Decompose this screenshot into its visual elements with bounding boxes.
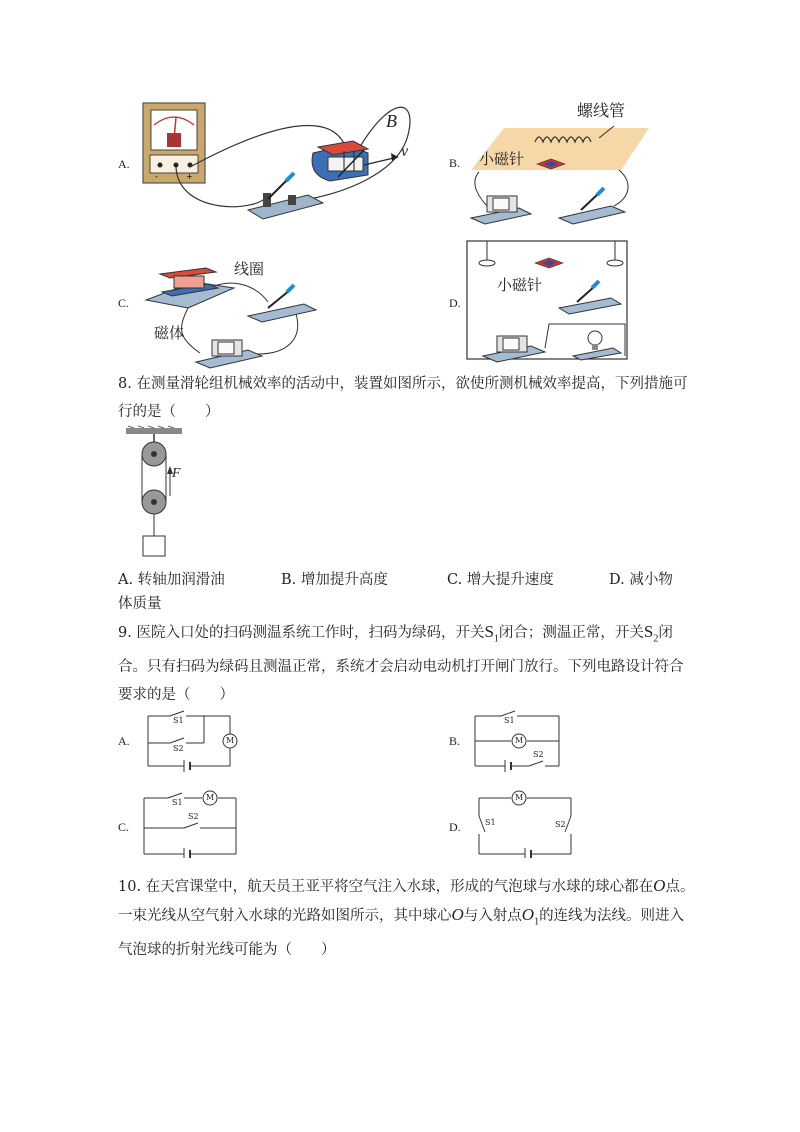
switch-s1-label: S1 [173,716,184,725]
circuit-a [118,706,248,776]
switch-s2: $S_2$ [643,622,659,645]
switch-s2-label: S2 [188,812,199,821]
motor-label: M [226,736,235,745]
switch-s2-label: S2 [533,750,544,759]
stem-line: 行的是（ ） [118,404,220,420]
switch-s1-label: S1 [172,798,183,807]
option-label: B. [449,156,461,170]
option-label: C. [118,296,130,310]
option-label: D. [449,296,461,310]
option-d-continued: 体质量 [118,596,162,612]
stem-line: 8. 在测量滑轮组机械效率的活动中，装置如图所示，欲使所测机械效率提高，下列措施可 [118,376,688,392]
stem-part: 与入射点 [463,908,522,924]
motor-label: M [206,793,215,802]
switch-s2-label: S2 [173,744,184,753]
stem-line: 合。只有扫码为绿码且测温正常，系统才会启动电动机打开闸门放行。下列电路设计符合 [118,659,684,676]
svg-text:-: - [155,172,158,181]
solenoid-label: 螺线管 [577,101,626,120]
force-label: F [172,466,181,481]
option-label[interactable]: D. [449,820,461,834]
magnet-label: 磁体 [154,324,185,342]
circuit-b [449,706,579,776]
coil-magnet-diagram [118,258,438,370]
option-label: A. [118,157,130,171]
figure-7b [449,98,659,228]
point-o: O [451,905,464,924]
motor-label: M [515,793,524,802]
needle-circuit-diagram [449,238,649,366]
stem-part: 点。 [665,879,695,895]
question-8-stem [118,370,688,426]
point-o: O [653,876,666,895]
option-b[interactable]: B. 增加提升高度 [281,572,388,588]
switch-s1: $S_1$ [484,622,499,645]
question-8-options [118,568,688,596]
question-9-stem [118,618,698,709]
circuit-c [118,786,248,858]
stem-line [118,901,708,936]
stem-part: 闭合；测温正常，开关 [498,625,644,641]
stem-part: 一束光线从空气射入水球的光路如图所示，其中球心 [118,908,452,924]
option-c[interactable]: C. 增大提升速度 [447,572,554,588]
stem-part: 10. 在天宫课堂中，航天员王亚平将空气注入水球，形成的气泡球与水球的球心都在 [118,879,654,895]
pulley-figure [124,424,194,560]
option-label[interactable]: B. [449,734,461,748]
circuit-d [449,786,579,858]
stem-line [118,618,698,653]
option-d[interactable]: D. 减小物 [609,572,673,588]
svg-text:+: + [186,172,193,181]
switch-s2-label: S2 [555,820,566,829]
option-a[interactable]: A. 转轴加润滑油 [118,572,225,588]
needle-label: 小磁针 [479,150,525,168]
magnetic-field-letter: B [386,111,397,131]
question-10-stem [118,872,708,964]
stem-part: 的连线为法线。则进入 [539,908,685,924]
stem-line [118,872,708,901]
needle-label: 小磁针 [497,276,543,294]
coil-label: 线圈 [234,260,265,278]
figure-7a [118,95,438,215]
circuit-c-diagram [118,786,248,858]
stem-line: 要求的是（ ） [118,687,234,704]
figure-7c [118,258,438,370]
point-o1: $O_1$ [521,905,540,928]
motor-label: M [515,736,524,745]
velocity-letter: v [401,143,409,160]
pulley-system-diagram [124,424,194,560]
option-label[interactable]: C. [118,820,130,834]
option-label[interactable]: A. [118,734,130,748]
switch-s1-label: S1 [485,818,496,827]
stem-line: 气泡球的折射光线可能为（ ） [118,942,336,959]
switch-s1-label: S1 [504,716,515,725]
figure-7d [449,238,649,366]
stem-part: 9. 医院入口处的扫码测温系统工作时，扫码为绿码，开关 [118,625,485,641]
stem-part: 闭 [658,625,673,641]
